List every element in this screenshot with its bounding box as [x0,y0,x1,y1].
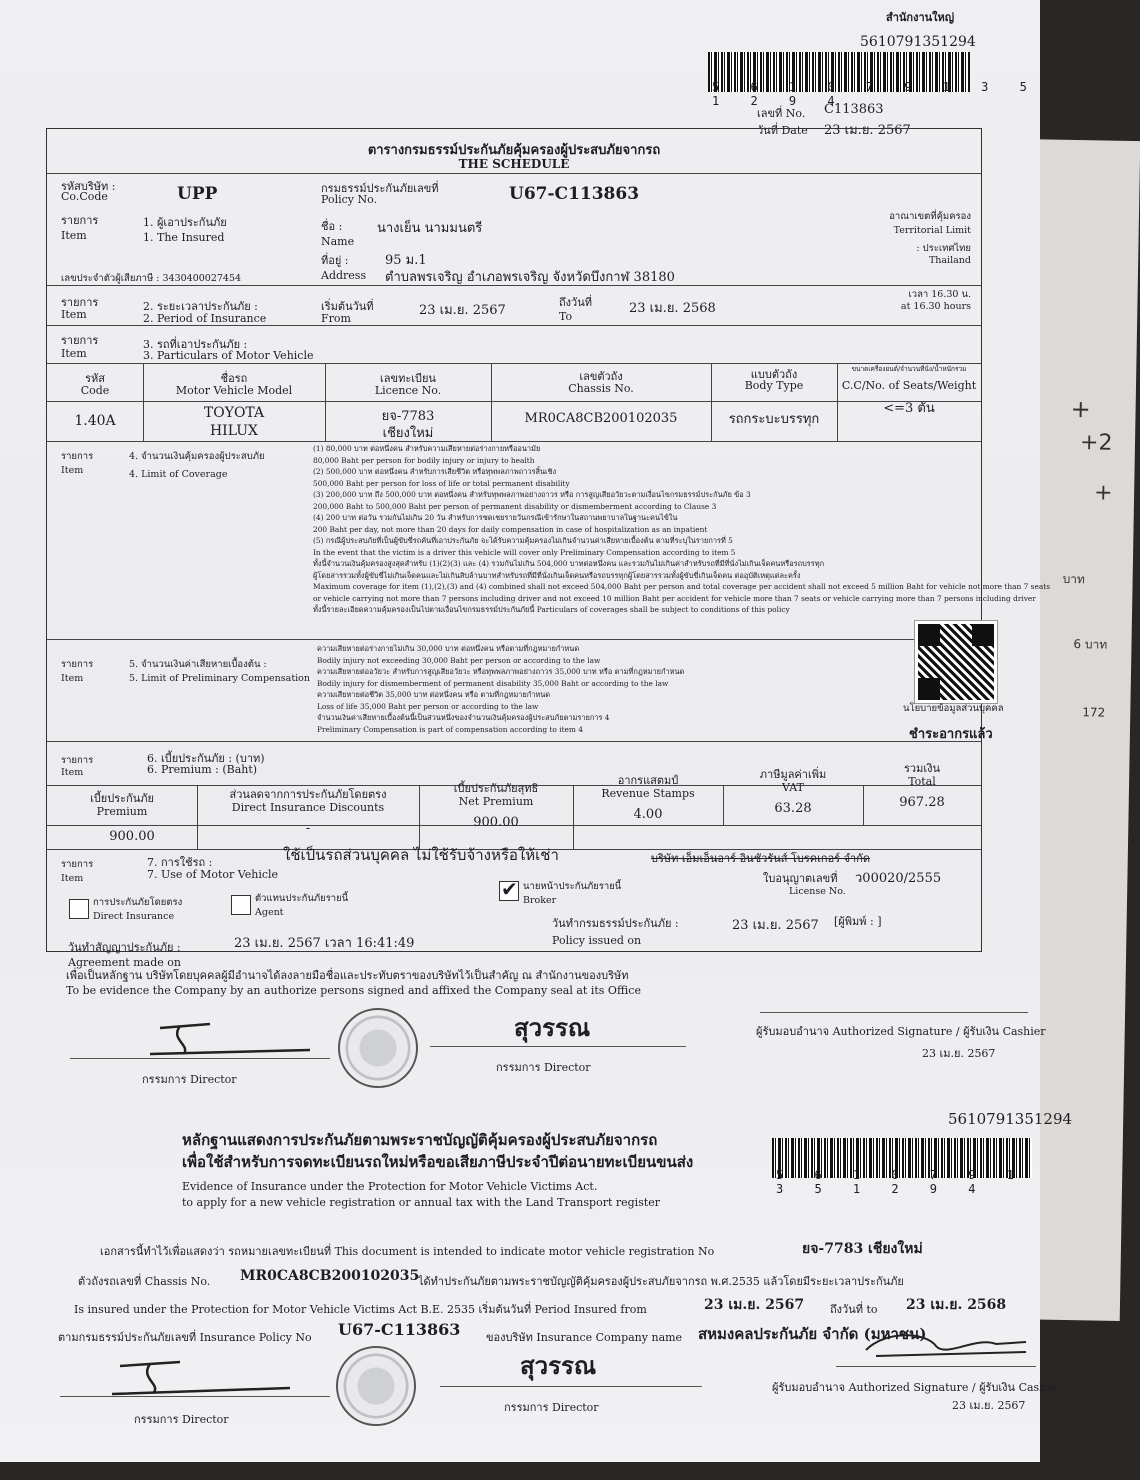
coverage-details: (1) 80,000 บาท ต่อหนึ่งคน สำหรับความเสียหายต่อร่างกายหรืออนามัย 80,000 Baht per person for bodily injury or injury to health (2) 500,000 บาท ต่อหนึ่งคน สำหรับการเสียชีวิต หรือทุพพลภาพถาวรสิ้นเชิง 500,000 Baht per person for loss of life or total permanent disability (3) 200,000 บาท ถึง 500,000 บาท ต่อหนึ่งคน สำหรับทุพพลภาพอย่างถาวร หรือ การสูญเสียอวัยวะตามเงื่อนไขกรมธรรม์ประกันภัย ข้อ 3 200,000 Baht to 500,000 Baht per person of permanent disability or dismemberment according to Clause 3 (4) 200 บาท ต่อวัน รวมกันไม่เกิน 20 วัน สำหรับการชดเชยรายวันกรณีเข้ารักษาในสถานพยาบาลในฐานะคนไข้ใน 200 Baht per day, not more than 20 days for daily compensation in case of hospitalization as an inpatient (5) กรณีผู้ประสบภัยที่เป็นผู้ขับขี่รถคันที่เอาประกันภัย จะได้รับความคุ้มครองไม่เกินจำนวนค่าเสียหายเบื้องต้น ตามที่ระบุในรายการที่ 5 In the event that the victim is a driver this vehicle will cover only Preliminary Compensation according to item 5 ทั้งนี้จำนวนเงินคุ้มครองสูงสุดสำหรับ (1)(2)(3) และ (4) รวมกันไม่เกิน 504,000 บาทต่อหนึ่งคน และรวมกันไม่เกินค่าสำหรับรถที่มีที่นั่งไม่เกินเจ็ดคนหรือรถบรรทุก ผู้โดยสารรวมทั้งผู้ขับขี่ไม่เกินเจ็ดคนและไม่เกินสิบล้านบาทสำหรับรถที่มีที่นั่งเกินเจ็ดคนหรือรถบรรทุกผู้โดยสารรวมทั้งผู้ขับขี่เกินเจ็ดคน ต่ออุบัติเหตุแต่ละครั้ง Maximum coverage for item (1),(2),(3) and (4) combined shall not exceed 504,000 Baht per person and total coverage per accident shall not exceed 5 million Baht for vehicle not more than 7 seats or vehicle carrying not more than 7 persons including driver and not exceed 10 million Baht per accident for vehicle more than 7 seats or vehicle carrying more than 7 persons including driver ทั้งนี้รายละเอียดความคุ้มครองเป็นไปตามเงื่อนไขกรมธรรม์ประกันภัยนี้ Particulars of coverages shall be subject to conditions of this policy [313,444,1051,614]
licence-province: เชียงใหม่ [382,426,434,441]
item-label-en: Item [61,347,87,360]
no-value: C113863 [824,102,884,117]
director-label: กรรมการ Director [504,1401,599,1414]
policy-number: U67-C113863 [509,184,640,204]
agreement-label-en: Agreement made on [68,956,181,969]
authorized-signature-label: ผู้รับมอบอำนาจ Authorized Signature / ผู้รับเงิน Cashier [756,1025,1046,1038]
certificate-policy-number: U67-C113863 [338,1320,461,1339]
vat-value: 63.28 [774,801,812,816]
director-signature: สุวรรณ [520,1352,597,1380]
co-code-label: รหัสบริษัท : [61,180,116,193]
issued-label: วันทำกรมธรรม์ประกันภัย : [552,917,679,930]
col-model: ชื่อรถ [220,372,248,385]
agent-label-en: Agent [255,907,284,918]
broker-label-en: Broker [523,895,557,906]
director-label: กรรมการ Director [496,1061,591,1074]
direct-insurance-label-en: Direct Insurance [93,911,175,922]
handwritten-note: + [1093,480,1113,506]
cc-value: <=3 ตัน [883,401,935,416]
period-label-en: 2. Period of Insurance [143,312,267,325]
col-code-en: Code [80,384,110,397]
col-premium-en: Premium [96,805,148,818]
address-label: ที่อยู่ : [321,254,349,267]
col-discount-en: Direct Insurance Discounts [231,801,385,814]
certificate-barcode-number: 5610791351294 [948,1110,1073,1128]
agent-label: ตัวแทนประกันภัยรายนี้ [255,893,349,904]
coverage-label: 4. จำนวนเงินคุ้มครองผู้ประสบภัย [129,451,265,462]
certificate-line2-text: ได้ทำประกันภัยตามพระราชบัญญัติคุ้มครองผู้ประสบภัยจากรถ พ.ศ.2535 แล้วโดยมีระยะเวลาประกันภัย [418,1275,904,1288]
col-total-en: Total [908,775,936,788]
co-code-value: UPP [177,184,218,204]
director-signature-icon [140,1014,320,1064]
premium-value: 900.00 [109,829,155,844]
col-body: แบบตัวถัง [750,368,798,381]
item-label-en: Item [61,767,84,778]
broker-checkbox[interactable] [499,881,519,901]
col-premium: เบี้ยประกันภัย [90,792,154,805]
barcode-number: 5610791351294 [860,34,976,50]
col-code: รหัส [85,372,105,385]
col-net-en: Net Premium [458,795,534,808]
office-label: สำนักงานใหญ่ [886,11,955,24]
premium-label-en: 6. Premium : (Baht) [147,763,258,776]
body-type: รถกระบะบรรทุก [728,412,820,427]
col-stamps: อากรแสตมป์ [617,774,679,787]
director-signature: สุวรรณ [514,1014,591,1042]
authorized-date: 23 เม.ย. 2567 [922,1047,996,1060]
item-label-en: Item [61,229,87,242]
schedule-title-en: THE SCHEDULE [458,157,570,171]
territory-value: : ประเทศไทย [916,243,971,254]
authorized-signature-icon [856,1326,1036,1366]
company-seal-icon [338,1008,418,1088]
col-vat: ภาษีมูลค่าเพิ่ม [759,768,827,781]
certificate-title: หลักฐานแสดงการประกันภัยตามพระราชบัญญัติคุ้มครองผู้ประสบภัยจากรถ [182,1131,658,1149]
total-value: 967.28 [899,795,945,810]
col-discount: ส่วนลดจากการประกันภัยโดยตรง [229,788,387,801]
col-total: รวมเงิน [904,762,940,775]
director-signature-icon [100,1352,300,1402]
address-line1: 95 ม.1 [385,253,427,268]
side-note: บาท [1062,571,1086,587]
territory-label: อาณาเขตที่คุ้มครอง [889,211,971,222]
qr-code-icon[interactable] [915,621,997,703]
vehicle-label: 3. รถที่เอาประกันภัย : [143,338,248,351]
evidence-text: เพื่อเป็นหลักฐาน บริษัทโดยบุคคลผู้มีอำนาจได้ลงลายมือชื่อและประทับตราของบริษัทไว้เป็นสำคัญ ณ สำนักงานของบริษัท [66,969,629,982]
col-licence-en: Licence No. [374,384,442,397]
item-label-en: Item [61,673,84,684]
to-label: ถึงวันที่ [559,296,592,309]
direct-insurance-label: การประกันภัยโดยตรง [93,897,183,908]
side-note: 6 บาท [1073,637,1108,652]
certificate-to-label: ถึงวันที่ to [830,1303,878,1316]
address-line2: ตำบลพรเจริญ อำเภอพรเจริญ จังหวัดบึงกาฬ 38180 [385,270,675,285]
vehicle-code: 1.40A [74,413,116,429]
no-label: เลขที่ No. [757,107,806,120]
schedule-title: ตารางกรมธรรม์ประกันภัยคุ้มครองผู้ประสบภัยจากรถ [367,143,661,158]
item-label: รายการ [61,214,99,227]
vehicle-model: HILUX [209,423,259,439]
item-label: รายการ [61,659,94,670]
certificate-to-date: 23 เม.ย. 2568 [906,1297,1007,1313]
certificate-line1: เอกสารนี้ทำไว้เพื่อแสดงว่า รถหมายเลขทะเบียนที่ This document is intended to indicate motor vehicle registration No [100,1245,715,1258]
schedule-table [46,128,1051,952]
col-net: เบี้ยประกันภัยสุทธิ [453,782,539,795]
authorized-signature-label: ผู้รับมอบอำนาจ Authorized Signature / ผู้รับเงิน Cashie [772,1381,1057,1394]
premium-label: 6. เบี้ยประกันภัย : (บาท) [147,752,265,765]
certificate-subtitle-en: to apply for a new vehicle registration or annual tax with the Land Transport register [182,1196,661,1209]
registration-number: ยจ-7783 เชียงใหม่ [802,1241,923,1257]
use-label: 7. การใช้รถ : [147,856,213,869]
company-seal-icon [336,1346,416,1426]
item-label: รายการ [61,755,94,766]
privacy-policy-link[interactable]: นโยบายข้อมูลส่วนบุคคล [903,703,1004,714]
issued-date: 23 เม.ย. 2567 [732,918,819,933]
tax-id: เลขประจำตัวผู้เสียภาษี : 3430400027454 [61,273,242,284]
license-number: ว00020/2555 [855,871,942,886]
agreement-label: วันทำสัญญาประกันภัย : [68,941,181,954]
territory-value-en: Thailand [928,255,971,266]
period-label: 2. ระยะเวลาประกันภัย : [143,300,258,313]
coverage-label-en: 4. Limit of Coverage [129,469,228,480]
prelim-label: 5. จำนวนเงินค่าเสียหายเบื้องต้น : [129,659,267,670]
vehicle-make: TOYOTA [203,405,265,421]
prelim-details: ความเสียหายต่อร่างกายไม่เกิน 30,000 บาท ต่อหนึ่งคน หรือตามที่กฎหมายกำหนด Bodily injury not exceeding 30,000 Baht per person or according to the law ความเสียหายต่ออวัยวะ สำหรับการสูญเสียอวัยวะ หรือทุพพลภาพอย่างถาวร 35,000 บาท หรือ ตามที่กฎหมายกำหนด Bodily injury for dismemberment of permanent disability 35,000 Baht or according to the law ความเสียหายต่อชีวิต 35,000 บาท ต่อหนึ่งคน หรือ ตามที่กฎหมายกำหนด Loss of life 35,000 Baht per person or according to the law จำนวนเงินค่าเสียหายเบื้องต้นนี้เป็นส่วนหนึ่งของจำนวนเงินคุ้มครองผู้ประสบภัยตามรายการ 4 Preliminary Compensation is part of compensation according to item 4 [317,644,685,734]
stamps-value: 4.00 [633,807,663,822]
printer-note: [ผู้พิมพ์ : ] [834,915,882,928]
policy-label: กรมธรรม์ประกันภัยเลขที่ [321,182,439,195]
direct-insurance-checkbox[interactable] [69,899,89,919]
certificate-company-label: ของบริษัท Insurance Company name [486,1331,683,1344]
item-label-en: Item [61,465,84,476]
col-stamps-en: Revenue Stamps [601,787,695,800]
evidence-text-en: To be evidence the Company by an authorize persons signed and affixed the Company seal at its Office [66,984,641,997]
license-label-en: License No. [789,886,846,897]
certificate-title-en: Evidence of Insurance under the Protection for Motor Vehicle Victims Act. [182,1180,598,1193]
period-time: เวลา 16.30 น. [908,289,971,300]
director-label: กรรมการ Director [142,1073,237,1086]
to-label-en: To [559,310,573,323]
col-licence: เลขทะเบียน [380,372,436,385]
territory-label-en: Territorial Limit [893,225,971,236]
licence-number: ยจ-7783 [381,409,435,424]
certificate-policy-label: ตามกรมธรรม์ประกันภัยเลขที่ Insurance Policy No [58,1331,312,1344]
col-cc-en: C.C/No. of Seats/Weight [841,379,977,392]
license-label: ใบอนุญาตเลขที่ [763,872,838,885]
item-label: รายการ [61,296,99,309]
period-time-en: at 16.30 hours [900,301,971,312]
col-body-en: Body Type [744,379,804,392]
certificate-chassis-label: ตัวถังรถเลขที่ Chassis No. [78,1275,211,1288]
address-label-en: Address [321,269,367,282]
agreement-datetime: 23 เม.ย. 2567 เวลา 16:41:49 [234,936,415,951]
certificate-chassis-number: MR0CA8CB200102035 [240,1268,420,1284]
stamp-paid: ชำระอากรแล้ว [909,727,993,742]
use-value: ใช้เป็นรถส่วนบุคคล ไม่ใช้รับจ้างหรือให้เช่า [283,846,559,864]
col-chassis: เลขตัวถัง [579,370,623,383]
date-label: วันที่ Date [757,124,808,137]
item-label-en: Item [61,308,87,321]
barcode-digits: 5 6 1 0 7 9 1 3 5 1 2 9 4 [712,80,1039,108]
item-label: รายการ [61,451,94,462]
chassis-number: MR0CA8CB200102035 [524,411,678,426]
insured-name: นางเย็น นามมนตรี [377,221,483,236]
col-cc: ขนาดเครื่องยนต์/จำนวนที่นั่ง/น้ำหนักรวม [851,365,967,373]
insurance-company-name: สหมงคลประกันภัย จำกัด (มหาชน) [698,1325,927,1343]
col-model-en: Motor Vehicle Model [175,384,293,397]
net-premium-value: 900.00 [473,815,519,830]
authorized-date: 23 เม.ย. 2567 [952,1399,1026,1412]
item-label: รายการ [61,334,99,347]
broker-name: บริษัท เอ็มเอ็นอาร์ อินชัวรันส์ โบรคเกอร์ จำกัด [651,852,871,865]
period-to: 23 เม.ย. 2568 [629,301,716,316]
insured-label: 1. ผู้เอาประกันภัย [143,216,227,229]
handwritten-note: + [1070,394,1091,424]
agent-checkbox[interactable] [231,895,251,915]
insured-label-en: 1. The Insured [143,231,225,244]
director-label: กรรมการ Director [134,1413,229,1426]
col-vat-en: VAT [782,781,804,794]
name-label-en: Name [321,235,355,248]
col-chassis-en: Chassis No. [568,382,634,395]
period-from: 23 เม.ย. 2567 [419,303,506,318]
certificate-line3-text: Is insured under the Protection for Motor Vehicle Victims Act B.E. 2535 เริ่มต้นวันที่ Period Insured from [74,1303,647,1316]
item-label-en: Item [61,873,84,884]
name-label: ชื่อ : [321,220,343,233]
certificate-from-date: 23 เม.ย. 2567 [704,1297,805,1313]
side-note: 172 [1082,705,1106,720]
co-code-label-en: Co.Code [61,190,108,203]
policy-label-en: Policy No. [321,193,378,206]
broker-label: นายหน้าประกันภัยรายนี้ [523,881,622,892]
handwritten-note: +2 [1079,430,1113,456]
use-label-en: 7. Use of Motor Vehicle [147,868,279,881]
from-label-en: From [321,312,351,325]
certificate-subtitle: เพื่อใช้สำหรับการจดทะเบียนรถใหม่หรือขอเสียภาษีประจำปีต่อนายทะเบียนขนส่ง [182,1153,694,1171]
discount-value: - [305,821,311,836]
vehicle-label-en: 3. Particulars of Motor Vehicle [143,349,314,362]
certificate-barcode-digits: 5 6 1 0 7 9 1 3 5 1 2 9 4 [776,1168,1026,1196]
issued-label-en: Policy issued on [552,934,642,947]
date-value: 23 เม.ย. 2567 [824,123,911,138]
from-label: เริ่มต้นวันที่ [321,300,374,313]
prelim-label-en: 5. Limit of Preliminary Compensation [129,673,311,684]
item-label: รายการ [61,859,94,870]
